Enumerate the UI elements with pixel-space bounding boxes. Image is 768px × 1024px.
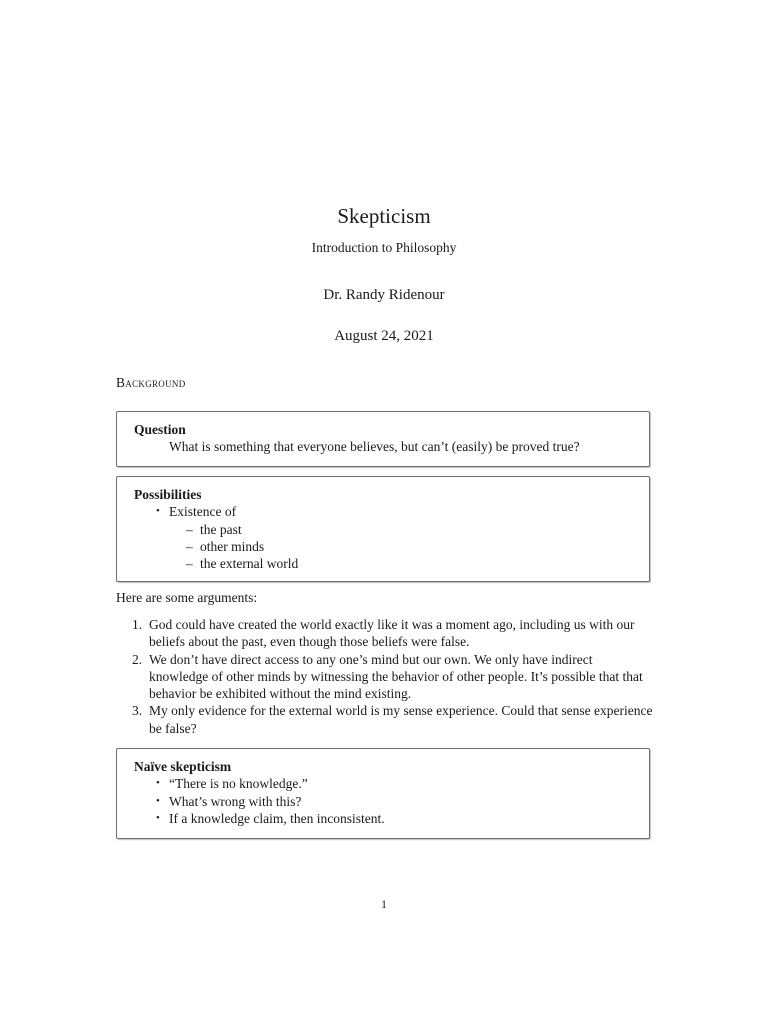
question-box <box>116 411 650 467</box>
section-heading-background: Background <box>116 375 186 390</box>
list-item-text: We don’t have direct access to any one’s mind but our own. We only have indirect knowledge of other minds by witnessing the behavior of other people. It’s possible that that behavior be exhibited without the mind existing. <box>149 651 643 702</box>
question-box-text: What is something that everyone believes, but can’t (easily) be proved true? <box>169 439 580 455</box>
naive-skepticism-list <box>134 775 632 827</box>
naive-skepticism-box-title: Naïve skepticism <box>134 759 232 774</box>
document-date: August 24, 2021 <box>334 328 434 344</box>
list-item: • What’s wrong with this? <box>156 793 632 810</box>
list-item: – the external world <box>186 555 632 572</box>
list-item <box>116 651 654 703</box>
list-item: – other minds <box>186 538 632 555</box>
possibilities-box <box>116 476 650 582</box>
document-subtitle: Introduction to Philosophy <box>311 240 457 255</box>
document-author: Dr. Randy Ridenour <box>323 287 445 303</box>
document-title: Skepticism <box>337 204 431 228</box>
possibilities-item-label: Existence of <box>169 504 237 520</box>
list-item-text: My only evidence for the external world is my sense experience. Could that sense experience be false? <box>149 703 653 736</box>
naive-skepticism-box <box>116 748 650 839</box>
list-item <box>116 616 654 651</box>
arguments-intro: Here are some arguments: <box>116 590 258 605</box>
list-item: • “There is no knowledge.” <box>156 775 632 792</box>
list-item-number: 1. <box>132 617 143 632</box>
list-item: – the past <box>186 521 632 538</box>
possibilities-box-title: Possibilities <box>134 487 202 502</box>
list-item: • If a knowledge claim, then inconsistent. <box>156 810 632 827</box>
possibilities-list <box>134 503 632 572</box>
list-item <box>116 702 654 737</box>
possibilities-sublist <box>169 521 632 573</box>
list-item-number: 3. <box>132 703 143 719</box>
page-number: 1 <box>381 897 387 911</box>
list-item-text: God could have created the world exactly like it was a moment ago, including us with our beliefs about the past, even though those beliefs were false. <box>149 617 635 650</box>
list-item-number: 2. <box>132 651 143 667</box>
arguments-list <box>116 616 654 737</box>
question-box-title: Question <box>134 422 186 437</box>
list-item <box>156 503 632 572</box>
